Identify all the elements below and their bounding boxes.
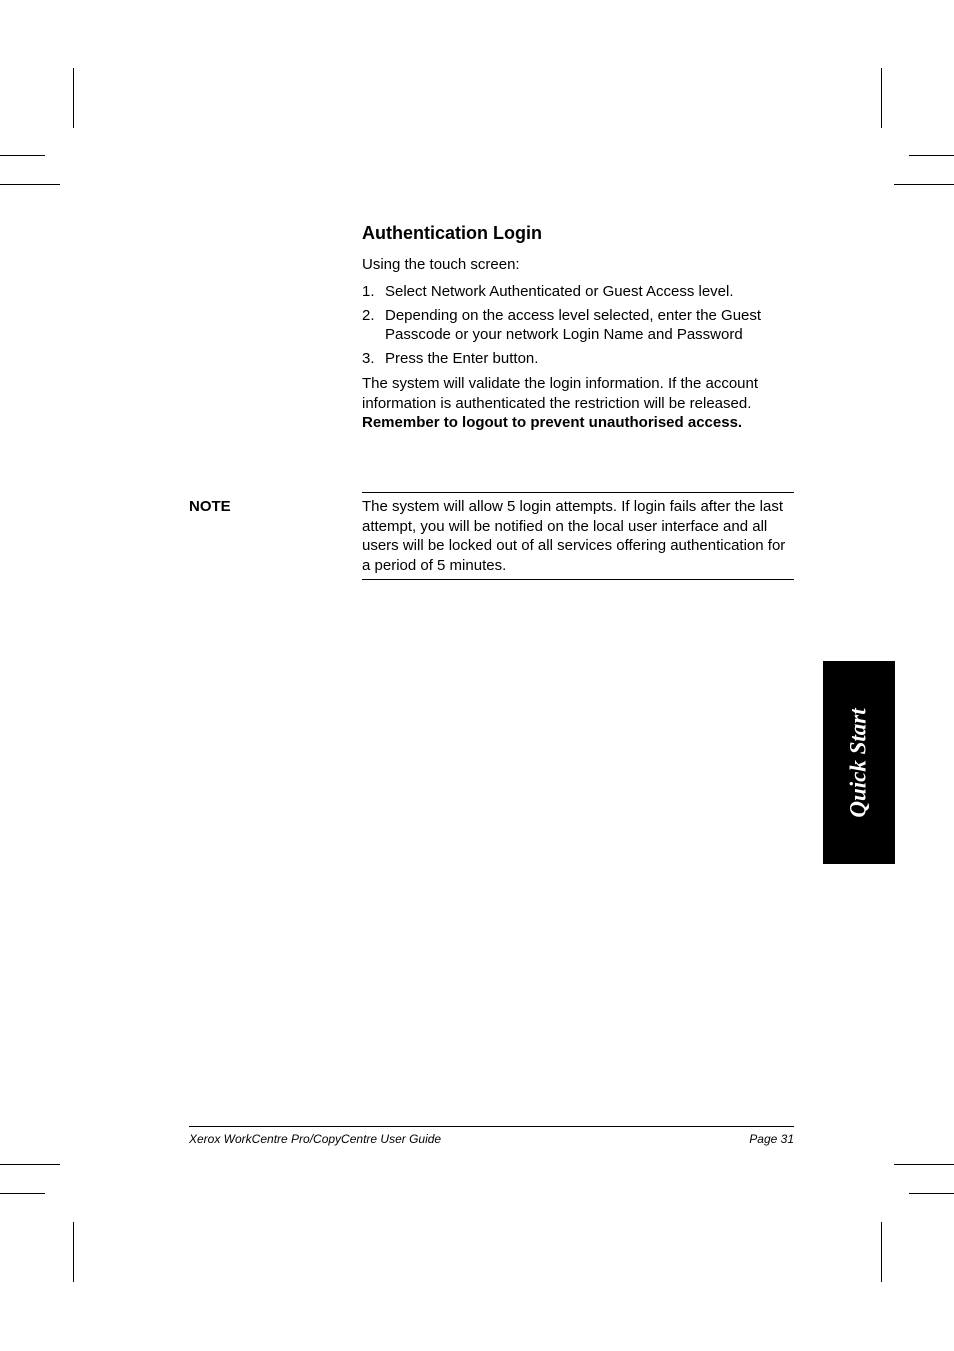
section-intro: Using the touch screen:	[362, 256, 520, 273]
crop-mark	[0, 155, 45, 156]
crop-mark	[909, 1193, 954, 1194]
crop-mark	[0, 1193, 45, 1194]
section-title: Authentication Login	[362, 223, 542, 243]
result-paragraph	[362, 374, 802, 433]
steps-list	[362, 282, 802, 372]
quick-start-tab	[823, 661, 895, 864]
page-number: Page 31	[749, 1132, 794, 1146]
note-label: NOTE	[189, 498, 231, 515]
step-number: 3.	[362, 349, 375, 367]
step-text: Select Network Authenticated or Guest Access level.	[385, 283, 734, 300]
note-bottom-rule	[362, 579, 794, 580]
logout-warning: Remember to logout to prevent unauthorised access.	[362, 414, 743, 431]
crop-mark	[894, 184, 954, 185]
step-number: 2.	[362, 306, 375, 324]
note-text: The system will allow 5 login attempts. If login fails after the last attempt, you will be notified on the local user interface and all users will be locked out of all services offering authentication for a period of 5 minutes.	[362, 498, 786, 574]
step-number: 1.	[362, 283, 375, 300]
list-item	[362, 282, 802, 302]
crop-mark	[0, 1164, 60, 1165]
footer-rule	[189, 1126, 794, 1127]
result-text: The system will validate the login information. If the account information is authenticated the restriction will be released.	[362, 375, 759, 412]
crop-mark	[881, 68, 882, 128]
crop-mark	[894, 1164, 954, 1165]
tab-label: Quick Start	[846, 707, 871, 818]
crop-mark	[881, 1222, 882, 1282]
crop-mark	[73, 68, 74, 128]
crop-mark	[909, 155, 954, 156]
note-top-rule	[362, 492, 794, 493]
step-text: Press the Enter button.	[385, 349, 539, 367]
list-item	[362, 349, 802, 369]
crop-mark	[73, 1222, 74, 1282]
crop-mark	[0, 184, 60, 185]
list-item	[362, 306, 802, 345]
step-text: Depending on the access level selected, enter the Guest Passcode or your network Login Name and Password	[385, 306, 762, 343]
footer-guide-title: Xerox WorkCentre Pro/CopyCentre User Guide	[189, 1132, 442, 1146]
